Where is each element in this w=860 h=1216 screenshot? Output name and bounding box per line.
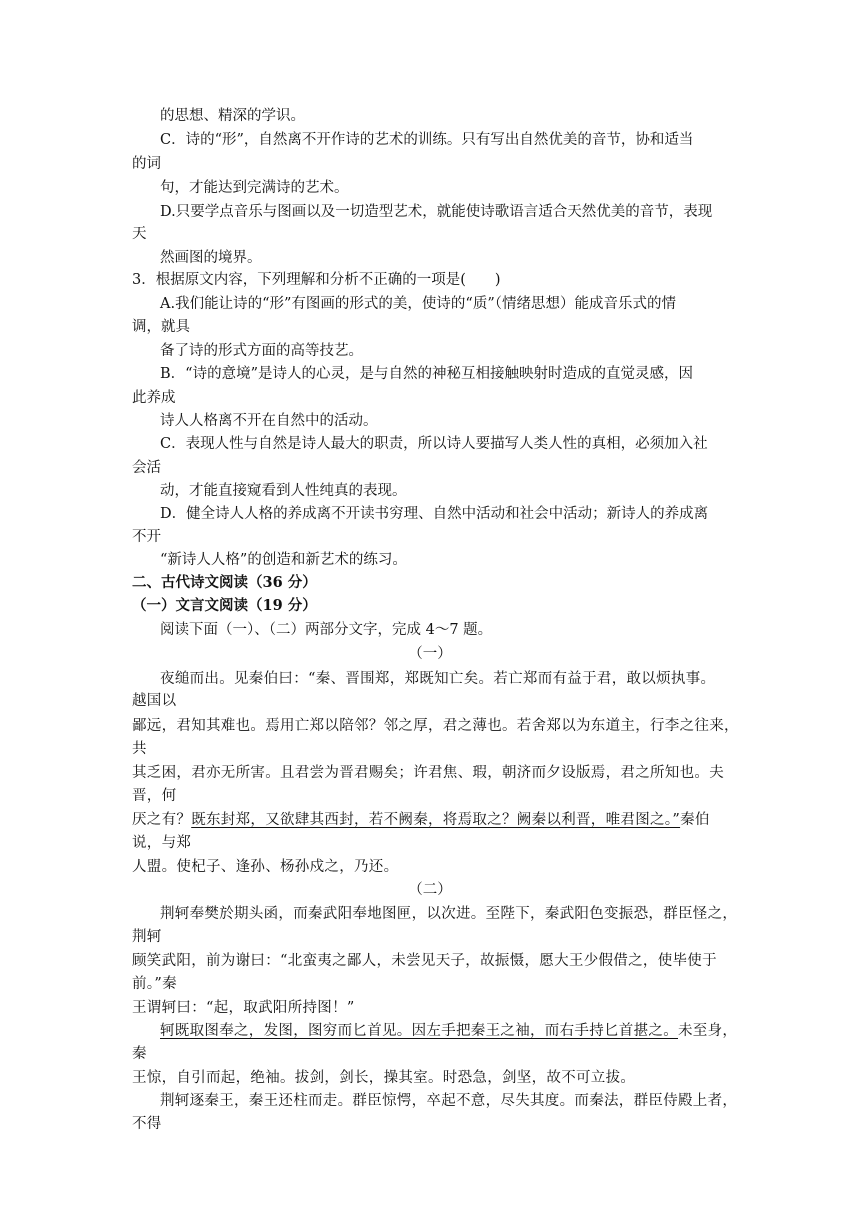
passage-1-line6: 晋，何 [132, 788, 177, 804]
passage-1-line9: 人盟。使杞子、逢孙、杨孙戍之，乃还。 [132, 859, 399, 875]
passage-1-line8: 说，与郑 [132, 835, 192, 851]
sub-section-heading: （一）文言文阅读（19 分） [132, 597, 317, 614]
section-heading: 二、古代诗文阅读（36 分） [132, 574, 317, 591]
passage-1-line7-prefix: 厌之有？ [132, 812, 192, 828]
q3-option-c-line2: 会活 [132, 460, 161, 476]
passage-1-line3: 鄙远，君知其难也。焉用亡郑以陪邻？邻之厚，君之薄也。若舍郑以为东道主，行李之往来， [132, 718, 739, 734]
q2-option-c-line2: 的词 [132, 156, 161, 172]
q3-option-a-line1: A.我们能让诗的“形”有图画的形式的美，使诗的“质”（情绪思想）能成音乐式的情 [160, 296, 676, 312]
passage-2-line10: 不得 [132, 1116, 162, 1132]
q3-option-d-line2: 不开 [132, 529, 161, 545]
passage-2-line2: 荆轲 [132, 929, 162, 945]
q3-option-b-line3: 诗人人格离不开在自然中的活动。 [160, 413, 378, 429]
q3-option-a-line3: 备了诗的形式方面的高等技艺。 [160, 343, 363, 359]
passage-1-line7 [132, 810, 710, 830]
passage-1-line4: 共 [132, 741, 147, 757]
q3-option-b-line1: B．“诗的意境”是诗人的心灵，是与自然的神秘互相接触映射时造成的直觉灵感，因 [160, 366, 693, 382]
q3-option-b-line2: 此养成 [132, 390, 176, 406]
instruction-text: 阅读下面（一）、（二）两部分文字，完成 4～7 题。 [160, 622, 493, 638]
q3-option-c-line3: 动，才能直接窥看到人性纯真的表现。 [160, 483, 407, 499]
q2-option-c-line1: C．诗的“形”，自然离不开作诗的艺术的训练。只有写出自然优美的音节，协和适当 [160, 132, 694, 148]
passage-2-line6 [160, 1021, 737, 1041]
passage-1-line2: 越国以 [132, 693, 177, 709]
passage-2-underlined-sentence: 轲既取图奉之，发图，图穷而匕首见。因左手把秦王之袖，而右手持匕首揕之。 [160, 1023, 678, 1039]
q2-option-c-line3: 句，才能达到完满诗的艺术。 [160, 180, 349, 196]
passage-1-label: （一） [408, 646, 452, 662]
q2-option-b-continuation: 的思想、精深的学识。 [160, 108, 305, 124]
q3-option-d-line1: D．健全诗人人格的养成离不开读书穷理、自然中活动和社会中活动；新诗人的养成离 [160, 506, 709, 522]
passage-1-line5: 其乏困，君亦无所害。且君尝为晋君赐矣；许君焦、瑕，朝济而夕设版焉，君之所知也。夫 [132, 765, 724, 781]
passage-1-line7-suffix: 秦伯 [680, 812, 710, 828]
passage-2-line4: 前。”秦 [132, 976, 177, 992]
q3-option-d-line3: “新诗人人格”的创造和新艺术的练习。 [160, 552, 407, 568]
q2-option-d-line2: 天 [132, 226, 147, 242]
passage-1-line1: 夜缒而出。见秦伯曰：“秦、晋围郑，郑既知亡矣。若亡郑而有益于君，敢以烦执事。 [160, 671, 716, 687]
passage-2-line5: 王谓轲曰：“起，取武阳所持图！” [132, 1000, 355, 1016]
passage-2-line3: 顾笑武阳，前为谢曰：“北蛮夷之鄙人，未尝见天子，故振慑，愿大王少假借之，使毕使于 [132, 953, 717, 969]
q3-option-c-line1: C．表现人性与自然是诗人最大的职责，所以诗人要描写人类人性的真相，必须加入社 [160, 436, 708, 452]
passage-1-underlined-sentence: 既东封郑，又欲肆其西封，若不阙秦，将焉取之？阙秦以利晋，唯君图之。” [191, 812, 681, 828]
passage-2-line6-suffix: 未至身， [678, 1023, 738, 1039]
q2-option-d-line1: D.只要学点音乐与图画以及一切造型艺术，就能使诗歌语言适合天然优美的音节，表现 [160, 204, 713, 220]
passage-2-line7: 秦 [132, 1046, 147, 1062]
q2-option-d-line3: 然画图的境界。 [160, 250, 262, 266]
passage-2-line9: 荆轲逐秦王，秦王还柱而走。群臣惊愕，卒起不意，尽失其度。而秦法，群臣侍殿上者， [160, 1093, 738, 1109]
q3-option-a-line2: 调，就具 [132, 319, 190, 335]
q3-stem: 3．根据原文内容，下列理解和分析不正确的一项是( ) [132, 272, 501, 288]
passage-2-label: （二） [408, 882, 452, 898]
passage-2-line1: 荆轲奉樊於期头函，而秦武阳奉地图匣，以次进。至陛下，秦武阳色变振恐，群臣怪之， [160, 906, 738, 922]
passage-2-line8: 王惊，自引而起，绝袖。拔剑，剑长，操其室。时恐急，剑坚，故不可立拔。 [132, 1070, 636, 1086]
